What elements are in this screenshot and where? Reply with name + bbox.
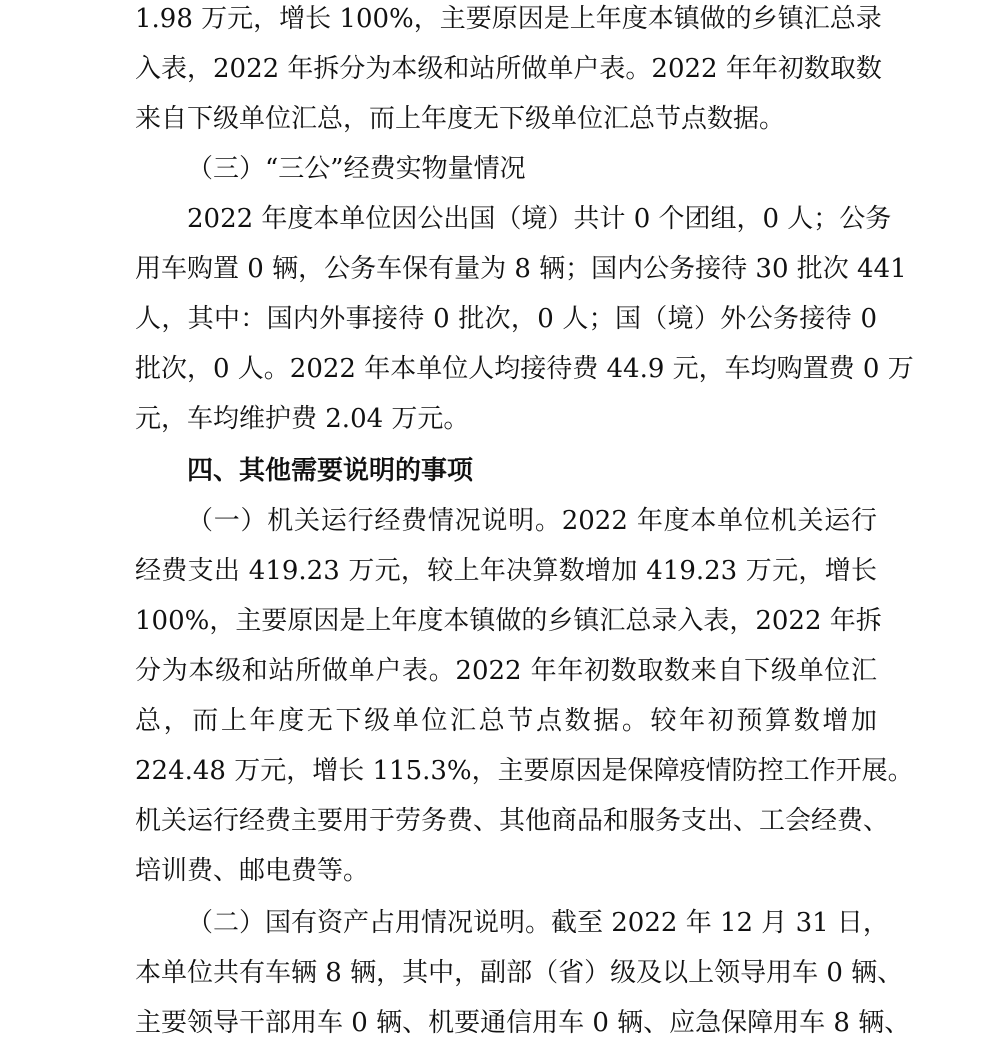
paragraph-line: 来自下级单位汇总，而上年度无下级单位汇总节点数据。 [135, 104, 786, 134]
paragraph-line: 元，车均维护费 2.04 万元。 [135, 404, 470, 434]
paragraph-line: （一）机关运行经费情况说明。2022 年度本单位机关运行 [187, 506, 877, 536]
subsection-heading: （三）“三公”经费实物量情况 [187, 154, 526, 184]
paragraph-line: 入表，2022 年拆分为本级和站所做单户表。2022 年年初数取数 [135, 54, 882, 84]
paragraph-line: 培训费、邮电费等。 [135, 856, 370, 886]
paragraph-line: 主要领导干部用车 0 辆、机要通信用车 0 辆、应急保障用车 8 辆、 [135, 1008, 911, 1038]
paragraph-line: 经费支出 419.23 万元，较上年决算数增加 419.23 万元，增长 [135, 556, 877, 586]
paragraph-line: 100%，主要原因是上年度本镇做的乡镇汇总录入表，2022 年拆 [135, 606, 882, 636]
paragraph-line: （二）国有资产占用情况说明。截至 2022 年 12 月 31 日， [187, 908, 889, 938]
section-heading: 四、其他需要说明的事项 [187, 456, 474, 486]
paragraph-line: 机关运行经费主要用于劳务费、其他商品和服务支出、工会经费、 [135, 806, 890, 836]
paragraph-line: 1.98 万元，增长 100%，主要原因是上年度本镇做的乡镇汇总录 [135, 4, 882, 34]
paragraph-line: 分为本级和站所做单户表。2022 年年初数取数来自下级单位汇 [135, 656, 877, 686]
paragraph-line: 批次，0 人。2022 年本单位人均接待费 44.9 元，车均购置费 0 万 [135, 354, 914, 384]
paragraph-line: 224.48 万元，增长 115.3%，主要原因是保障疫情防控工作开展。 [135, 756, 914, 786]
paragraph-line: 用车购置 0 辆，公务车保有量为 8 辆；国内公务接待 30 批次 441 [135, 254, 907, 284]
paragraph-line: 2022 年度本单位因公出国（境）共计 0 个团组，0 人；公务 [187, 204, 892, 234]
paragraph-line: 本单位共有车辆 8 辆，其中，副部（省）级及以上领导用车 0 辆、 [135, 958, 904, 988]
paragraph-line: 人，其中：国内外事接待 0 批次，0 人；国（境）外公务接待 0 [135, 304, 877, 334]
paragraph-line: 总，而上年度无下级单位汇总节点数据。较年初预算数增加 [135, 706, 877, 736]
